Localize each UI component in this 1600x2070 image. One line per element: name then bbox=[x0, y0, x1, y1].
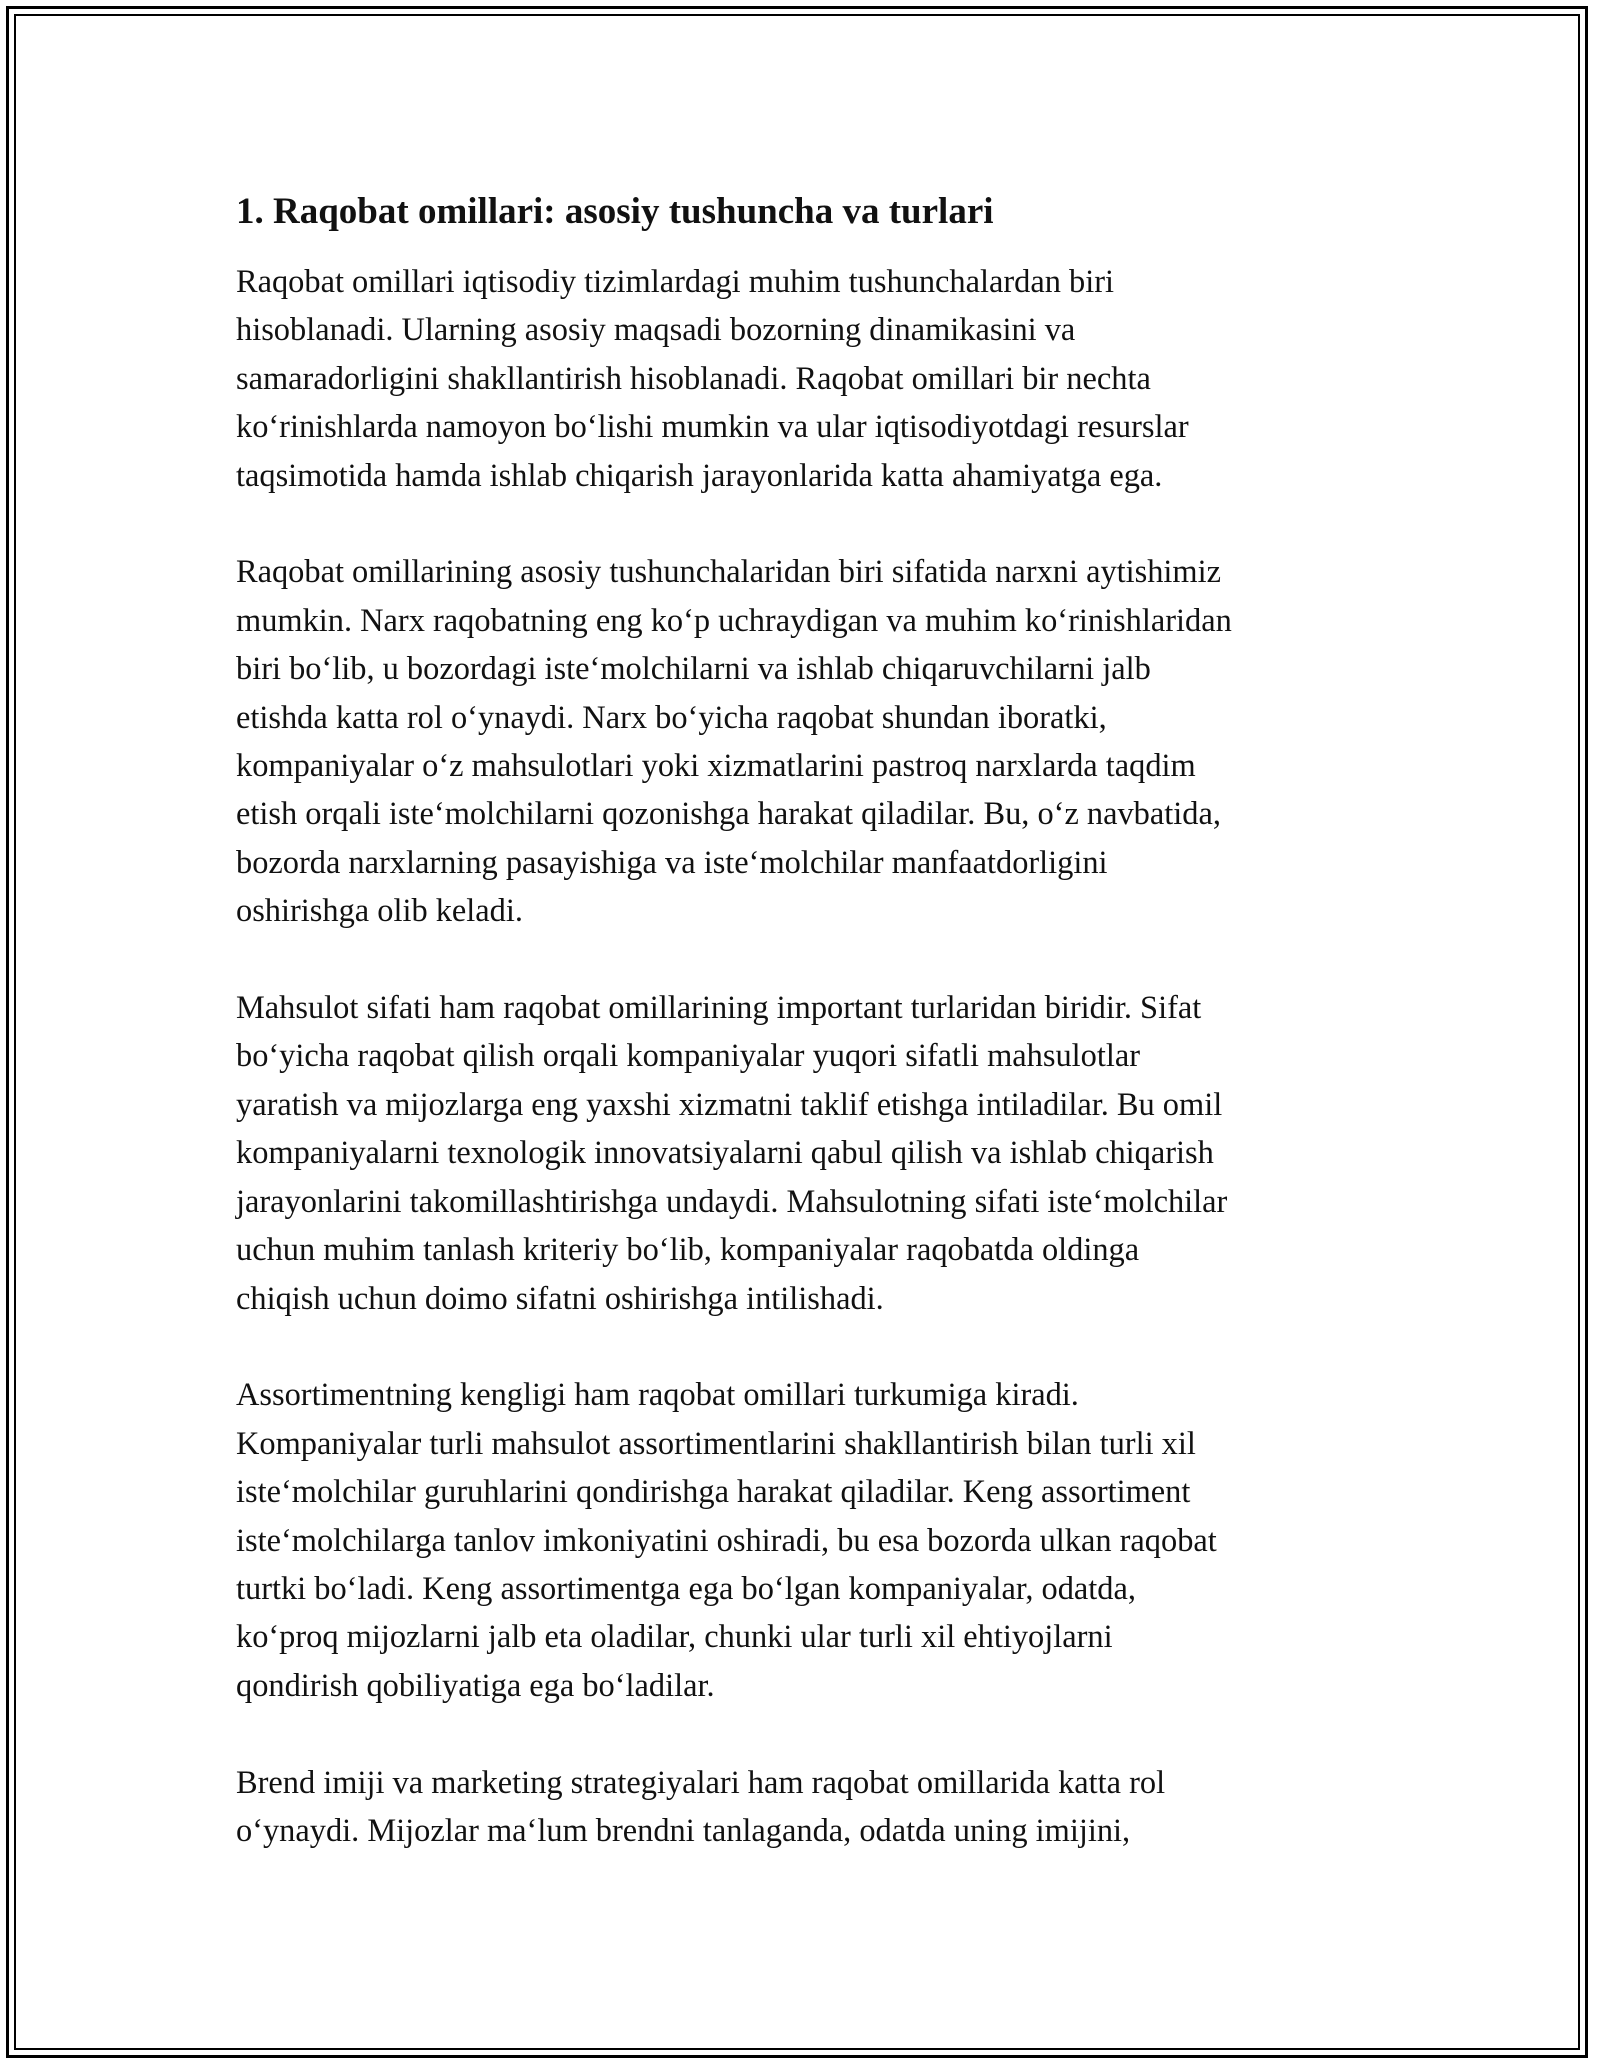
paragraph-3 bbox=[236, 984, 1366, 1323]
paragraph-line: mumkin. Narx raqobatning eng ko‘p uchraydigan va muhim ko‘rinishlaridan bbox=[236, 602, 1232, 639]
paragraph-line: etishda katta rol o‘ynaydi. Narx bo‘yicha raqobat shundan iboratki, bbox=[236, 699, 1107, 736]
paragraph-line: Kompaniyalar turli mahsulot assortimentlarini shakllantirish bilan turli xil bbox=[236, 1425, 1196, 1462]
section-heading: 1. Raqobat omillari: asosiy tushuncha va turlari bbox=[236, 191, 994, 232]
paragraph-line: o‘ynaydi. Mijozlar ma‘lum brendni tanlaganda, odatda uning imijini, bbox=[236, 1812, 1131, 1849]
paragraph-line: Mahsulot sifati ham raqobat omillarining important turlaridan biridir. Sifat bbox=[236, 990, 1202, 1027]
paragraph-1 bbox=[236, 258, 1366, 500]
paragraph-line: biri bo‘lib, u bozordagi iste‘molchilarni va ishlab chiqaruvchilarni jalb bbox=[236, 651, 1151, 688]
paragraph-4 bbox=[236, 1371, 1366, 1710]
document-body bbox=[236, 188, 1366, 1904]
paragraph-line: iste‘molchilarga tanlov imkoniyatini oshiradi, bu esa bozorda ulkan raqobat bbox=[236, 1522, 1217, 1559]
paragraph-line: ko‘proq mijozlarni jalb eta oladilar, chunki ular turli xil ehtiyojlarni bbox=[236, 1619, 1113, 1656]
paragraph-line: etish orqali iste‘molchilarni qozonishga harakat qiladilar. Bu, o‘z navbatida, bbox=[236, 796, 1221, 833]
paragraph-line: kompaniyalarni texnologik innovatsiyalarni qabul qilish va ishlab chiqarish bbox=[236, 1135, 1214, 1172]
paragraph-line: samaradorligini shakllantirish hisoblanadi. Raqobat omillari bir nechta bbox=[236, 360, 1151, 397]
paragraph-line: bozorda narxlarning pasayishiga va iste‘molchilar manfaatdorligini bbox=[236, 844, 1108, 881]
paragraph-line: jarayonlarini takomillashtirishga undaydi. Mahsulotning sifati iste‘molchilar bbox=[236, 1183, 1228, 1220]
paragraph-line: oshirishga olib keladi. bbox=[236, 893, 523, 930]
paragraph-line: qondirish qobiliyatiga ega bo‘ladilar. bbox=[236, 1667, 715, 1704]
paragraph-line: uchun muhim tanlash kriteriy bo‘lib, kompaniyalar raqobatda oldinga bbox=[236, 1232, 1140, 1269]
paragraph-line: Raqobat omillari iqtisodiy tizimlardagi muhim tushunchalardan biri bbox=[236, 264, 1114, 300]
paragraph-line: hisoblanadi. Ularning asosiy maqsadi bozorning dinamikasini va bbox=[236, 312, 1076, 349]
paragraph-line: iste‘molchilar guruhlarini qondirishga harakat qiladilar. Keng assortiment bbox=[236, 1474, 1191, 1511]
paragraph-line: kompaniyalar o‘z mahsulotlari yoki xizmatlarini pastroq narxlarda taqdim bbox=[236, 748, 1196, 785]
paragraph-line: Assortimentning kengligi ham raqobat omillari turkumiga kiradi. bbox=[236, 1377, 1079, 1414]
paragraph-line: bo‘yicha raqobat qilish orqali kompaniyalar yuqori sifatli mahsulotlar bbox=[236, 1038, 1141, 1075]
paragraph-line: chiqish uchun doimo sifatni oshirishga intilishadi. bbox=[236, 1280, 884, 1317]
paragraph-line: ko‘rinishlarda namoyon bo‘lishi mumkin va ular iqtisodiyotdagi resurslar bbox=[236, 409, 1189, 446]
paragraph-line: Raqobat omillarining asosiy tushunchalaridan biri sifatida narxni aytishimiz bbox=[236, 554, 1222, 591]
paragraph-line: yaratish va mijozlarga eng yaxshi xizmatni taklif etishga intiladilar. Bu omil bbox=[236, 1086, 1223, 1123]
paragraph-5 bbox=[236, 1759, 1366, 1856]
paragraph-line: Brend imiji va marketing strategiyalari ham raqobat omillarida katta rol bbox=[236, 1764, 1166, 1801]
paragraph-line: taqsimotida hamda ishlab chiqarish jarayonlarida katta ahamiyatga ega. bbox=[236, 457, 1163, 494]
paragraph-line: turtki bo‘ladi. Keng assortimentga ega bo‘lgan kompaniyalar, odatda, bbox=[236, 1570, 1136, 1607]
paragraph-2 bbox=[236, 548, 1366, 935]
